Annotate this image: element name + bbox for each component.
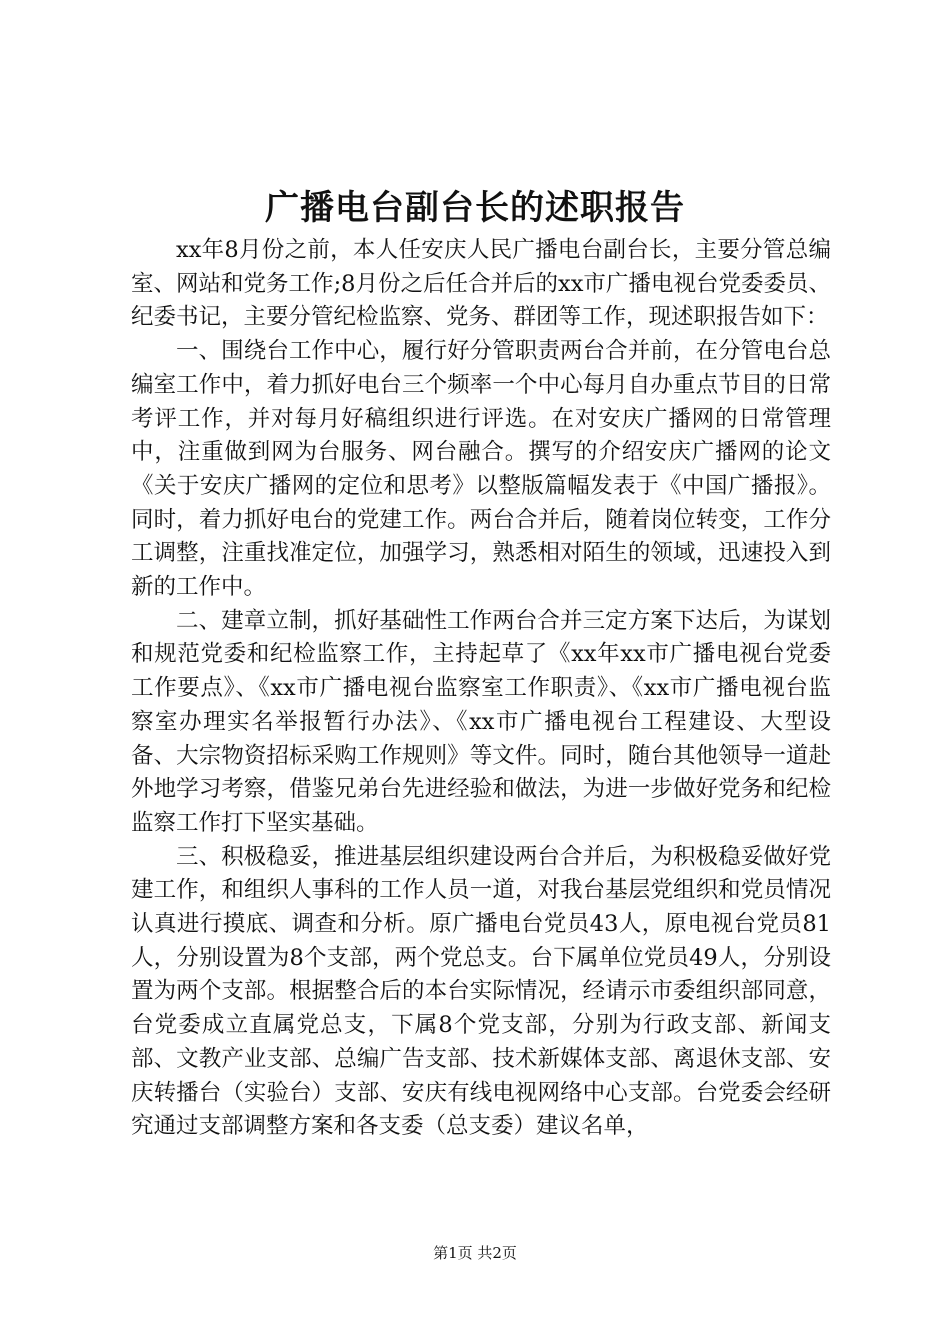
page-number-footer: 第1页 共2页 xyxy=(433,1244,517,1262)
paragraph-intro: xx年8月份之前，本人任安庆人民广播电台副台长，主要分管总编室、网站和党务工作;8月份之后任合并后的xx市广播电视台党委委员、纪委书记，主要分管纪检监察、党务、群团等工作，现述职报告如下： xyxy=(131,237,831,331)
paragraph-section-3: 三、积极稳妥，推进基层组织建设两台合并后，为积极稳妥做好党建工作，和组织人事科的工作人员一道，对我台基层党组织和党员情况认真进行摸底、调查和分析。原广播电台党员43人，原电视台党员81人，分别设置为8个支部，两个党总支。台下属单位党员49人，分别设置为两个支部。根据整合后的本台实际情况，经请示市委组织部同意，台党委成立直属党总支，下属8个党支部，分别为行政支部、新闻支部、文教产业支部、总编广告支部、技术新媒体支部、离退休支部、安庆转播台（实验台）支部、安庆有线电视网络中心支部。台党委会经研究通过支部调整方案和各支委（总支委）建议名单， xyxy=(131,843,831,1140)
document-title: 广播电台副台长的述职报告 xyxy=(265,188,685,228)
paragraph-section-2: 二、建章立制，抓好基础性工作两台合并三定方案下达后，为谋划和规范党委和纪检监察工作，主持起草了《xx年xx市广播电视台党委工作要点》、《xx市广播电视台监察室工作职责》、《xx市广播电视台监察室办理实名举报暂行办法》、《xx市广播电视台工程建设、大型设备、大宗物资招标采购工作规则》等文件。同时，随台其他领导一道赴外地学习考察，借鉴兄弟台先进经验和做法，为进一步做好党务和纪检监察工作打下坚实基础。 xyxy=(131,607,831,836)
document-body xyxy=(131,234,831,1144)
paragraph-section-1: 一、围绕台工作中心，履行好分管职责两台合并前，在分管电台总编室工作中，着力抓好电台三个频率一个中心每月自办重点节目的日常考评工作，并对每月好稿组织进行评选。在对安庆广播网的日常管理中，注重做到网为台服务、网台融合。撰写的介绍安庆广播网的论文《关于安庆广播网的定位和思考》以整版篇幅发表于《中国广播报》。同时，着力抓好电台的党建工作。两台合并后，随着岗位转变，工作分工调整，注重找准定位，加强学习，熟悉相对陌生的领域，迅速投入到新的工作中。 xyxy=(131,338,831,601)
